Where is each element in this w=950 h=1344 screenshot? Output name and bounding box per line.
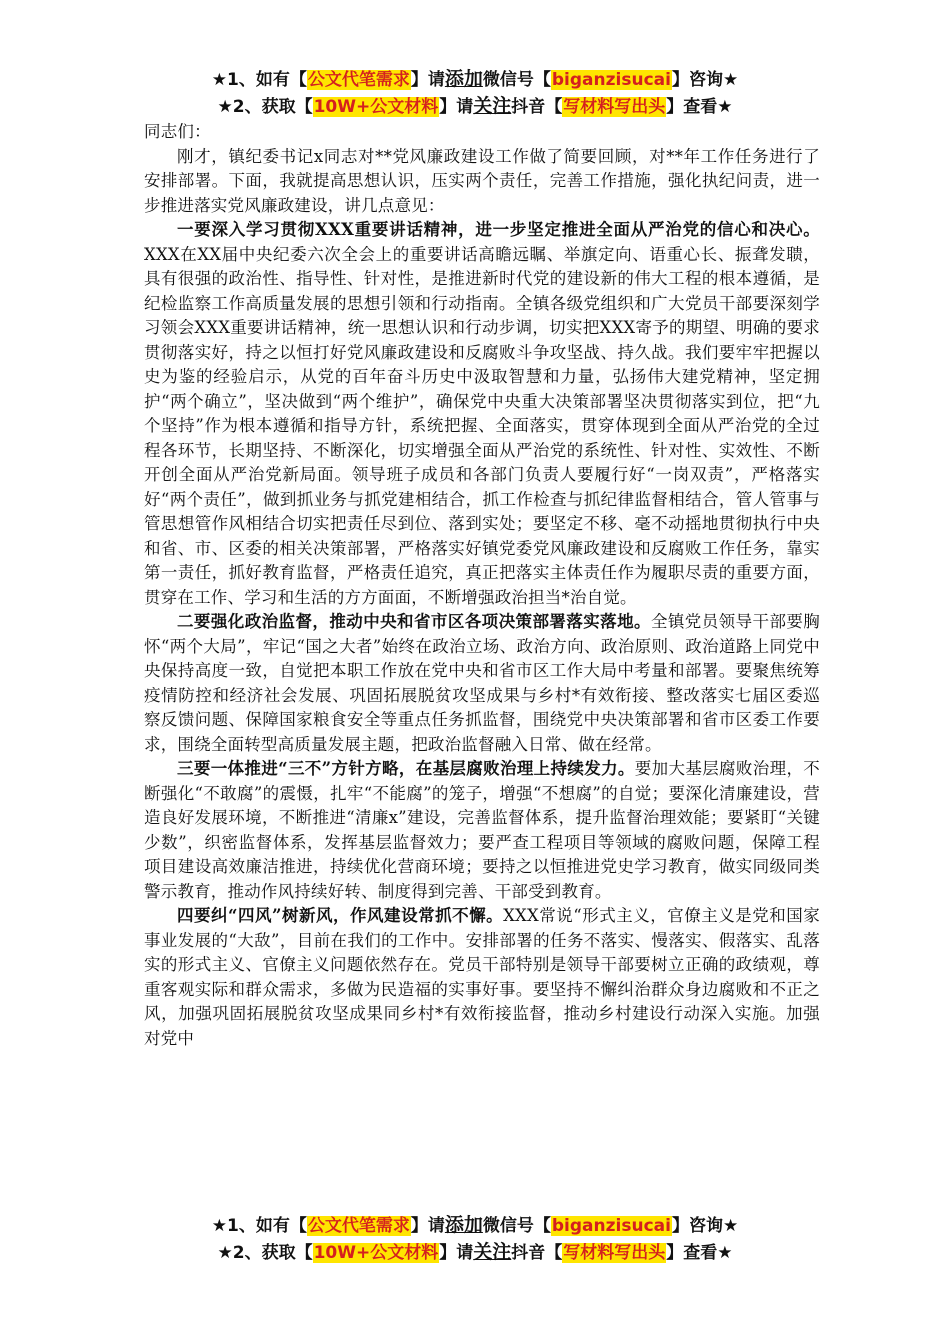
- emphasis-follow: 关注: [473, 1241, 512, 1263]
- intro-paragraph: 刚才，镇纪委书记x同志对**党风廉政建设工作做了简要回顾，对**年工作任务进行了安排部署。下面，我就提高思想认识，压实两个责任，完善工作措施，强化执纪问责，进一步推进落实党风廉政建设，讲几点意见：: [144, 146, 820, 215]
- section-body: XXX在XX届中央纪委六次全会上的重要讲话高瞻远瞩、举旗定向、语重心长、振聋发聩，具有很强的政治性、指导性、针对性，是推进新时代党的建设新的伟大工程的根本遵循，是纪检监察工作高质量发展的思想引领和行动指南。全镇各级党组织和广大党员干部要深刻学习领会XXX重要讲话精神，统一思想认识和行动步调，切实把XXX寄予的期望、明确的要求贯彻落实好，持之以恒打好党风廉政建设和反腐败斗争攻坚战、持久战。我们要牢牢把握以史为鉴的经验启示，从党的百年奋斗历史中汲取智慧和力量，弘扬伟大建党精神，坚定拥护“两个确立”，坚决做到“两个维护”，确保党中央重大决策部署坚决贯彻落实到位，把“九个坚持”作为根本遵循和指导方针，系统把握、全面落实，贯穿体现到全面从严治党的全过程各环节，长期坚持、不断深化，切实增强全面从严治党的系统性、针对性、实效性、不断开创全面从严治党新局面。领导班子成员和各部门负责人要履行好“一岗双责”，严格落实好“两个责任”，做到抓业务与抓党建相结合，抓工作检查与抓纪律监督相结合，管人管事与管思想管作风相结合切实把责任尽到位、落到实处；要坚定不移、毫不动摇地贯彻执行中央和省、市、区委的相关决策部署，严格落实好镇党委党风廉政建设和反腐败工作任务，靠实第一责任，抓好教育监督，严格责任追究，真正把落实主体责任作为履职尽责的重要方面，贯穿在工作、学习和生活的方方面面，不断增强政治担当*治自觉。: [144, 244, 820, 607]
- promo-line-1: ★1、如有【公文代笔需求】请添加微信号【biganzisucai】咨询★: [211, 68, 739, 90]
- section-body: 要加大基层腐败治理，不断强化“不敢腐”的震慑，扎牢“不能腐”的笼子，增强“不想腐”的自觉；要深化清廉建设，营造良好发展环境，不断推进“清廉x”建设，完善监督体系，提升监督治理效能；要紧盯“关键少数”，织密监督体系，发挥基层监督效力；要严查工程项目等领域的腐败问题，保障工程项目建设高效廉洁推进，持续优化营商环境；要持之以恒推进党史学习教育，做实同级同类警示教育，推动作风持续好转、制度得到完善、干部受到教育。: [144, 759, 820, 901]
- emphasis-add: 添加: [444, 68, 483, 90]
- highlight-materials: 10W+公文材料: [313, 97, 439, 117]
- section-paragraph-2: [144, 610, 820, 757]
- salutation: 同志们：: [144, 122, 211, 141]
- promo-line-2: ★2、获取【10W+公文材料】请关注抖音【写材料写出头】查看★: [217, 1241, 733, 1263]
- document-body: [144, 120, 820, 1051]
- section-heading: 一要深入学习贯彻XXX重要讲话精神，进一步坚定推进全面从严治党的信心和决心。: [177, 220, 820, 239]
- highlight-wechat-id: biganzisucai: [551, 70, 671, 90]
- highlight-douyin: 写材料写出头: [563, 97, 666, 117]
- promo-line-1: ★1、如有【公文代笔需求】请添加微信号【biganzisucai】咨询★: [211, 1214, 739, 1236]
- highlight-service: 公文代笔需求: [307, 70, 410, 90]
- promo-line-2: ★2、获取【10W+公文材料】请关注抖音【写材料写出头】查看★: [217, 95, 733, 117]
- emphasis-add: 添加: [444, 1214, 483, 1236]
- section-body: 全镇党员领导干部要胸怀“两个大局”，牢记“国之大者”始终在政治立场、政治方向、政治原则、政治道路上同党中央保持高度一致，自觉把本职工作放在党中央和省市区工作大局中考量和部署。要聚焦统筹疫情防控和经济社会发展、巩固拓展脱贫攻坚成果与乡村*有效衔接、整改落实七届区委巡察反馈问题、保障国家粮食安全等重点任务抓监督，围绕党中央决策部署和省市区委工作要求，围绕全面转型高质量发展主题，把政治监督融入日常、做在经常。: [144, 612, 820, 754]
- emphasis-follow: 关注: [473, 95, 512, 117]
- promo-banner-top: [0, 66, 950, 120]
- highlight-materials: 10W+公文材料: [313, 1243, 439, 1263]
- promo-banner-bottom: [0, 1212, 950, 1266]
- section-paragraph-3: [144, 757, 820, 904]
- highlight-wechat-id: biganzisucai: [551, 1216, 671, 1236]
- highlight-douyin: 写材料写出头: [563, 1243, 666, 1263]
- section-heading: 三要一体推进“三不”方针方略，在基层腐败治理上持续发力。: [177, 759, 635, 778]
- section-paragraph-1: [144, 218, 820, 610]
- section-heading: 二要强化政治监督，推动中央和省市区各项决策部署落实落地。: [177, 612, 651, 631]
- highlight-service: 公文代笔需求: [307, 1216, 410, 1236]
- section-heading: 四要纠“四风”树新风，作风建设常抓不懈。: [177, 906, 504, 925]
- section-paragraph-4: [144, 904, 820, 1051]
- section-body: XXX常说“形式主义，官僚主义是党和国家事业发展的“大敌”，目前在我们的工作中。安排部署的任务不落实、慢落实、假落实、乱落实的形式主义、官僚主义问题依然存在。党员干部特别是领导干部要树立正确的政绩观，尊重客观实际和群众需求，多做为民造福的实事好事。要坚持不懈纠治群众身边腐败和不正之风，加强巩固拓展脱贫攻坚成果同乡村*有效衔接监督，推动乡村建设行动深入实施。加强对党中: [144, 906, 820, 1048]
